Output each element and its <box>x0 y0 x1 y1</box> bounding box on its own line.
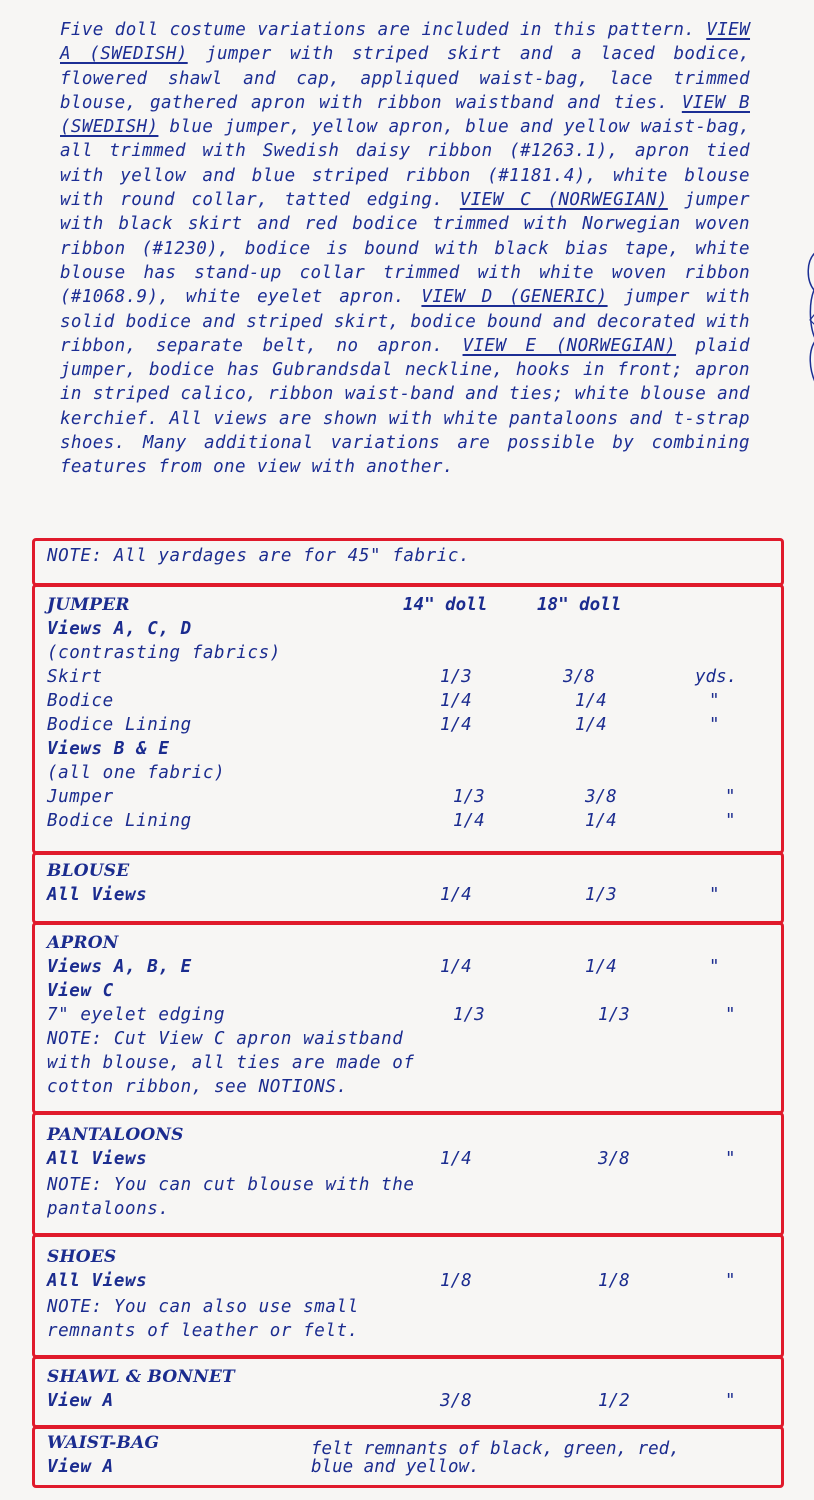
bodice-unit: " <box>709 691 720 711</box>
waistbag-title: WAIST-BAG <box>47 1433 160 1453</box>
jumper-row-14: 1/3 <box>453 787 485 807</box>
intro-text-4: jumper with black skirt and red bodice trimmed with Norwegian woven ribbon (#1230), bodice is bound with black bias tape, white blouse has stand-up collar trimmed with white woven ribbon (#1068.9), white eyelet apron. <box>60 190 750 308</box>
pantaloons-note-line2: pantaloons. <box>47 1199 170 1219</box>
apron-row1-14: 1/4 <box>440 957 472 977</box>
shoes-note-prefix: NOTE: <box>47 1297 103 1317</box>
bodice-lining2-label: Bodice Lining <box>47 811 192 831</box>
view-e-label: VIEW E (NORWEGIAN) <box>462 335 677 356</box>
waistbag-label: View A <box>47 1457 114 1477</box>
jumper-group2-subtitle: (all one fabric) <box>47 763 226 783</box>
jumper-row-label: Jumper <box>47 787 114 807</box>
bodice-14: 1/4 <box>440 691 472 711</box>
apron-row2-label: 7" eyelet edging <box>47 1005 226 1025</box>
jumper-title: JUMPER <box>47 595 130 615</box>
view-c-label: VIEW C (NORWEGIAN) <box>459 190 668 211</box>
shoes-box <box>32 1234 784 1358</box>
blouse-14: 1/4 <box>440 885 472 905</box>
jumper-row-unit: " <box>725 787 736 807</box>
bodice-18: 1/4 <box>575 691 607 711</box>
shawl-14: 3/8 <box>440 1391 472 1411</box>
shawl-unit: " <box>725 1391 736 1411</box>
pantaloons-note-line1 <box>47 1173 415 1197</box>
shoes-note-line2: remnants of leather or felt. <box>47 1321 359 1341</box>
apron-note-line1 <box>47 1027 403 1051</box>
pantaloons-note-text1: You can cut blouse with the <box>113 1175 415 1195</box>
pantaloons-unit: " <box>725 1149 736 1169</box>
bodice-lining2-14: 1/4 <box>453 811 485 831</box>
waistbag-text-line1: felt remnants of black, green, red, <box>311 1439 680 1459</box>
apron-row1-18: 1/4 <box>585 957 617 977</box>
apron-row1-label: Views A, B, E <box>47 957 192 977</box>
bodice-lining-unit: " <box>709 715 720 735</box>
skirt-label: Skirt <box>47 667 103 687</box>
apron-row2-18: 1/3 <box>598 1005 630 1025</box>
shawl-title: SHAWL & BONNET <box>47 1367 235 1387</box>
shoes-18: 1/8 <box>598 1271 630 1291</box>
doll-illustration-edge <box>802 250 814 390</box>
shoes-unit: " <box>725 1271 736 1291</box>
view-a-label: VIEW A (SWEDISH) <box>60 20 751 65</box>
intro-text-5: jumper with solid bodice and striped skirt, bodice bound and decorated with ribbon, separate belt, no apron. <box>60 287 751 356</box>
jumper-row-18: 3/8 <box>585 787 617 807</box>
waistbag-text-line2: blue and yellow. <box>311 1457 480 1477</box>
note-text: All yardages are for 45" fabric. <box>113 546 471 566</box>
intro-text-6: plaid jumper, bodice has Gubrandsdal neckline, hooks in front; apron in striped calico, ribbon waist-band and ties; white blouse and kerchief. All views are shown with white pantaloons and t-strap shoes. Many additional variations are possible by combining features from one view with another. <box>60 335 750 478</box>
apron-row1-unit: " <box>709 957 720 977</box>
blouse-box <box>32 852 784 924</box>
bodice-lining2-18: 1/4 <box>585 811 617 831</box>
jumper-group1-title: Views A, C, D <box>47 619 192 639</box>
apron-note-prefix: NOTE: <box>47 1029 103 1049</box>
jumper-box <box>32 584 784 854</box>
skirt-14: 1/3 <box>440 667 472 687</box>
pantaloons-box <box>32 1112 784 1236</box>
skirt-18: 3/8 <box>563 667 595 687</box>
note-prefix: NOTE: <box>47 546 103 566</box>
yardage-note-box <box>32 538 784 586</box>
shoes-note-text1: You can also use small <box>113 1297 359 1317</box>
column-header-18-doll: 18" doll <box>537 595 622 615</box>
intro-text-3: blue jumper, yellow apron, blue and yellow waist-bag, all trimmed with Swedish daisy ribbon (#1263.1), apron tied with yellow and blue striped ribbon (#1181.4), white blouse with round collar, tatted edging. <box>60 117 751 211</box>
apron-box <box>32 922 784 1114</box>
blouse-row-label: All Views <box>47 885 148 905</box>
apron-row2-unit: " <box>725 1005 736 1025</box>
view-d-label: VIEW D (GENERIC) <box>421 287 608 308</box>
waist-bag-box <box>32 1426 784 1488</box>
shawl-18: 1/2 <box>598 1391 630 1411</box>
shawl-row-label: View A <box>47 1391 114 1411</box>
jumper-group1-subtitle: (contrasting fabrics) <box>47 643 281 663</box>
shoes-row-label: All Views <box>47 1271 148 1291</box>
bodice-lining-label: Bodice Lining <box>47 715 192 735</box>
yardage-note <box>47 544 470 568</box>
apron-title: APRON <box>47 933 119 953</box>
skirt-unit: yds. <box>695 667 738 687</box>
bodice-lining-14: 1/4 <box>440 715 472 735</box>
pantaloons-18: 3/8 <box>598 1149 630 1169</box>
blouse-18: 1/3 <box>585 885 617 905</box>
shawl-bonnet-box <box>32 1356 784 1428</box>
bodice-lining2-unit: " <box>725 811 736 831</box>
shoes-note-line1 <box>47 1295 359 1319</box>
jumper-group2-title: Views B & E <box>47 739 170 759</box>
pantaloons-row-label: All Views <box>47 1149 148 1169</box>
bodice-lining-18: 1/4 <box>575 715 607 735</box>
shoes-14: 1/8 <box>440 1271 472 1291</box>
pantaloons-14: 1/4 <box>440 1149 472 1169</box>
apron-view-c: View C <box>47 981 114 1001</box>
intro-text-1: Five doll costume variations are included in this pattern. <box>60 20 696 40</box>
blouse-unit: " <box>709 885 720 905</box>
column-header-14-doll: 14" doll <box>403 595 488 615</box>
pantaloons-note-prefix: NOTE: <box>47 1175 103 1195</box>
blouse-title: BLOUSE <box>47 861 130 881</box>
apron-note-line2: with blouse, all ties are made of <box>47 1053 415 1073</box>
bodice-label: Bodice <box>47 691 114 711</box>
shoes-title: SHOES <box>47 1247 117 1267</box>
apron-note-line3: cotton ribbon, see NOTIONS. <box>47 1077 348 1097</box>
view-b-label: VIEW B (SWEDISH) <box>60 92 750 138</box>
intro-paragraph <box>60 18 750 480</box>
apron-note-text1: Cut View C apron waistband <box>113 1029 404 1049</box>
apron-row2-14: 1/3 <box>453 1005 485 1025</box>
pantaloons-title: PANTALOONS <box>47 1125 184 1145</box>
intro-text-2: jumper with striped skirt and a laced bodice, flowered shawl and cap, appliqued waist-bag, lace trimmed blouse, gathered apron with ribbon waistband and ties. <box>60 44 750 113</box>
